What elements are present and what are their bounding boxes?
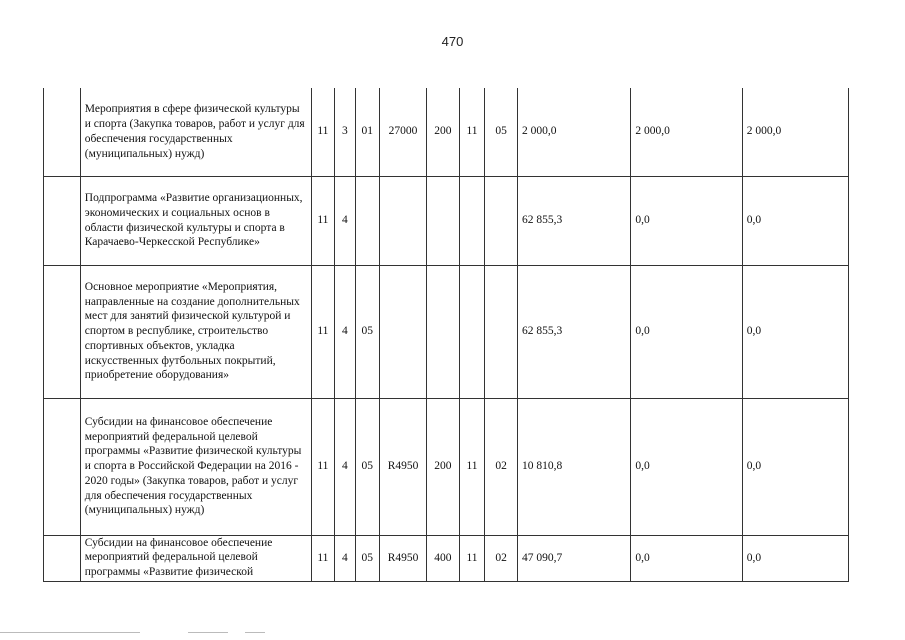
table-row: [44, 535, 849, 581]
om-code-cell: 05: [355, 535, 380, 581]
expense-type-cell: 200: [427, 88, 460, 176]
direction-code-cell: R4950: [380, 398, 427, 535]
pp-code-cell: 4: [335, 176, 355, 265]
section-cell: 11: [459, 88, 485, 176]
direction-code-cell: R4950: [380, 535, 427, 581]
amount-year3-cell: 0,0: [742, 176, 848, 265]
amount-year1-cell: 2 000,0: [517, 88, 630, 176]
expense-type-cell: [427, 265, 460, 398]
pp-code-cell: 3: [335, 88, 355, 176]
description-cell: Мероприятия в сфере физической культуры и спорта (Закупка товаров, работ и услуг для обеспечения государственных (муниципальных) нужд): [80, 88, 311, 176]
footer-rule: [188, 632, 228, 633]
amount-year3-cell: 0,0: [742, 265, 848, 398]
gp-code-cell: 11: [311, 88, 334, 176]
amount-year3-cell: 0,0: [742, 535, 848, 581]
subsection-cell: 02: [485, 535, 518, 581]
table-row: [44, 88, 849, 176]
gp-code-cell: 11: [311, 535, 334, 581]
om-code-cell: [355, 176, 380, 265]
amount-year1-cell: 10 810,8: [517, 398, 630, 535]
description-cell: Основное мероприятие «Мероприятия, направленные на создание дополнительных мест для занятий физической культурой и спортом в республике, строительство спортивных объектов, укладка искусственных футбольных покрытий, приобретение оборудования»: [80, 265, 311, 398]
amount-year2-cell: 0,0: [631, 176, 742, 265]
pp-code-cell: 4: [335, 535, 355, 581]
table-row: [44, 176, 849, 265]
subsection-cell: [485, 265, 518, 398]
subsection-cell: 05: [485, 88, 518, 176]
pp-code-cell: 4: [335, 398, 355, 535]
budget-table: [43, 88, 849, 582]
expense-type-cell: 400: [427, 535, 460, 581]
row-index-cell: [44, 265, 81, 398]
subsection-cell: [485, 176, 518, 265]
table-row: [44, 265, 849, 398]
gp-code-cell: 11: [311, 176, 334, 265]
section-cell: [459, 265, 485, 398]
description-cell: Субсидии на финансовое обеспечение мероприятий федеральной целевой программы «Развитие физической культуры и спорта в Российской Федерации на 2016 - 2020 годы» (Закупка товаров, работ и услуг для обеспечения государственных (муниципальных) нужд): [80, 398, 311, 535]
gp-code-cell: 11: [311, 265, 334, 398]
direction-code-cell: 27000: [380, 88, 427, 176]
direction-code-cell: [380, 176, 427, 265]
row-index-cell: [44, 88, 81, 176]
section-cell: 11: [459, 535, 485, 581]
description-cell: Подпрограмма «Развитие организационных, экономических и социальных основ в области физической культуры и спорта в Карачаево-Черкесской Республике»: [80, 176, 311, 265]
row-index-cell: [44, 535, 81, 581]
description-cell: Субсидии на финансовое обеспечение мероприятий федеральной целевой программы «Развитие физической: [80, 535, 311, 581]
direction-code-cell: [380, 265, 427, 398]
amount-year3-cell: 0,0: [742, 398, 848, 535]
amount-year1-cell: 47 090,7: [517, 535, 630, 581]
om-code-cell: 05: [355, 265, 380, 398]
om-code-cell: 05: [355, 398, 380, 535]
section-cell: [459, 176, 485, 265]
page-number: 470: [441, 34, 464, 49]
section-cell: 11: [459, 398, 485, 535]
row-index-cell: [44, 398, 81, 535]
table-row: [44, 398, 849, 535]
amount-year2-cell: 0,0: [631, 398, 742, 535]
subsection-cell: 02: [485, 398, 518, 535]
amount-year2-cell: 0,0: [631, 535, 742, 581]
expense-type-cell: 200: [427, 398, 460, 535]
gp-code-cell: 11: [311, 398, 334, 535]
amount-year3-cell: 2 000,0: [742, 88, 848, 176]
footer-rule: [245, 632, 265, 633]
amount-year1-cell: 62 855,3: [517, 176, 630, 265]
amount-year2-cell: 0,0: [631, 265, 742, 398]
row-index-cell: [44, 176, 81, 265]
amount-year1-cell: 62 855,3: [517, 265, 630, 398]
expense-type-cell: [427, 176, 460, 265]
footer-rule: [0, 632, 140, 633]
om-code-cell: 01: [355, 88, 380, 176]
pp-code-cell: 4: [335, 265, 355, 398]
amount-year2-cell: 2 000,0: [631, 88, 742, 176]
